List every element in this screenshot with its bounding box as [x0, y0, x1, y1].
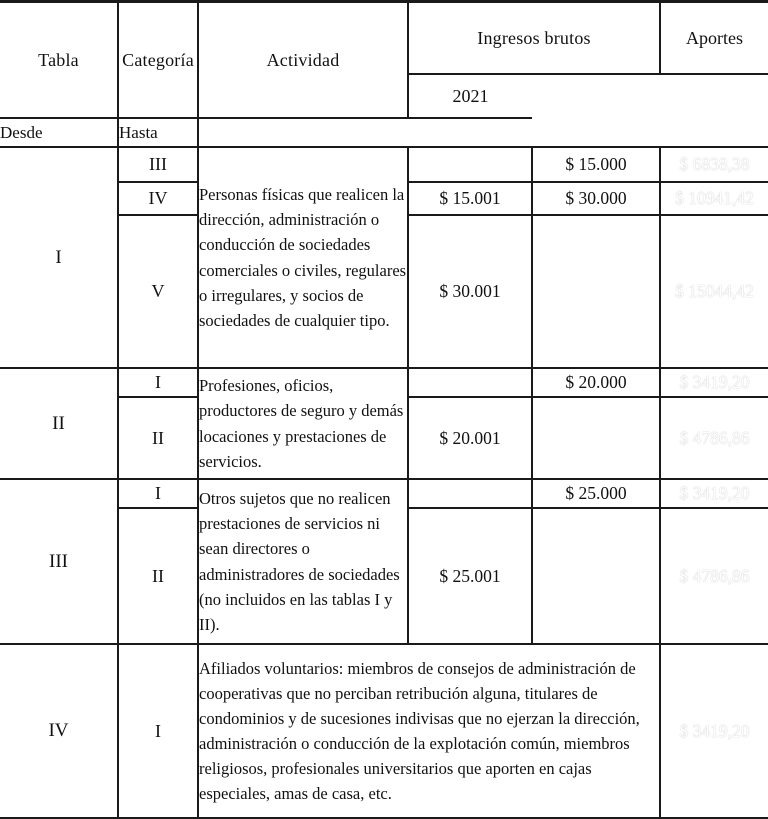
cell-desde [408, 368, 532, 397]
cell-categoria: II [118, 397, 198, 479]
column-header-aportes: Aportes [660, 2, 768, 75]
cell-aporte: $ 3419,20 [660, 368, 768, 397]
cell-actividad: Personas físicas que realicen la dirección, administración o conducción de sociedades comerciales o civiles, regulares o irregulares, y socios de sociedades de cualquier tipo. [198, 147, 408, 368]
table-header [0, 2, 768, 148]
column-header-hasta: Hasta [118, 118, 198, 147]
table-row [0, 147, 768, 182]
cell-hasta: $ 30.000 [532, 182, 660, 215]
cell-aporte: $ 3419,20 [660, 644, 768, 818]
table-row [0, 644, 768, 818]
cell-tabla: IV [0, 644, 118, 818]
cell-desde: $ 30.001 [408, 215, 532, 368]
cell-aporte: $ 4786,86 [660, 397, 768, 479]
cell-categoria: V [118, 215, 198, 368]
cell-desde [408, 147, 532, 182]
table-row [0, 479, 768, 508]
cell-categoria: I [118, 368, 198, 397]
cell-desde [408, 479, 532, 508]
cell-desde: $ 20.001 [408, 397, 532, 479]
column-header-categoria: Categoría [118, 2, 198, 119]
cell-categoria: III [118, 147, 198, 182]
column-header-year: 2021 [408, 74, 532, 118]
cell-tabla: I [0, 147, 118, 368]
cell-hasta [532, 397, 660, 479]
column-header-actividad: Actividad [198, 2, 408, 119]
cell-actividad: Otros sujetos que no realicen prestaciones de servicios ni sean directores o administradores de sociedades (no incluidos en las tablas I y II). [198, 479, 408, 644]
cell-aporte: $ 15044,42 [660, 215, 768, 368]
header-row-sub [0, 118, 768, 147]
cell-categoria: I [118, 479, 198, 508]
cell-aporte: $ 3419,20 [660, 479, 768, 508]
table-body [0, 147, 768, 818]
cell-desde: $ 25.001 [408, 508, 532, 644]
cell-aporte: $ 10941,42 [660, 182, 768, 215]
cell-hasta: $ 25.000 [532, 479, 660, 508]
cell-actividad: Afiliados voluntarios: miembros de consejos de administración de cooperativas que no perciban retribución alguna, titulares de condominios y de sucesiones indivisas que no ejerzan la dirección, administración o conducción de la explotación común, miembros religiosos, profesionales universitarios que aporten en cajas especiales, amas de casa, etc. [198, 644, 660, 818]
cell-desde: $ 15.001 [408, 182, 532, 215]
column-header-tabla: Tabla [0, 2, 118, 119]
table-row [0, 368, 768, 397]
cell-tabla: III [0, 479, 118, 644]
header-row-main [0, 2, 768, 75]
column-header-ingresos-brutos: Ingresos brutos [408, 2, 660, 75]
column-header-desde: Desde [0, 118, 118, 147]
cell-hasta: $ 20.000 [532, 368, 660, 397]
cell-categoria: IV [118, 182, 198, 215]
cell-actividad: Profesiones, oficios, productores de seguro y demás locaciones y prestaciones de servicios. [198, 368, 408, 479]
cell-tabla: II [0, 368, 118, 479]
cell-hasta [532, 215, 660, 368]
cell-hasta [532, 508, 660, 644]
cell-hasta: $ 15.000 [532, 147, 660, 182]
cell-aporte: $ 4786,86 [660, 508, 768, 644]
column-header-aportes-spacer [198, 118, 408, 147]
cell-categoria: II [118, 508, 198, 644]
cell-categoria: I [118, 644, 198, 818]
cell-aporte: $ 6838,38 [660, 147, 768, 182]
